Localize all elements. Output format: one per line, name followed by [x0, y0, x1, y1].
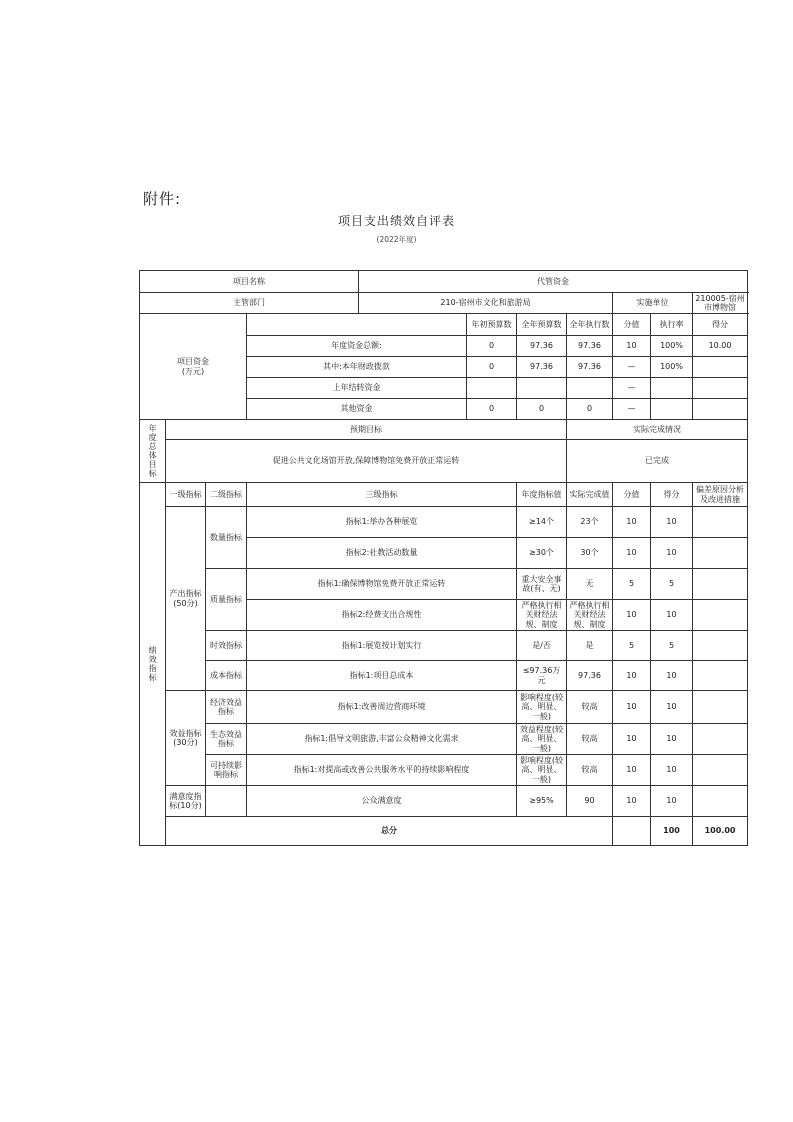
funds-row-label: 上年结转资金 — [247, 378, 467, 399]
report-year: (2022年度) — [376, 235, 417, 244]
header-exec-rate: 执行率 — [651, 314, 693, 336]
indicator-row — [140, 631, 748, 661]
indicator-score: 5 — [651, 569, 693, 600]
indicator-score: 10 — [651, 755, 693, 786]
indicator-score-weight: 10 — [613, 691, 651, 724]
reason-header: 偏差原因分析及改进措施 — [693, 483, 748, 507]
sustainable-indicator-label: 可持续影响指标 — [206, 755, 247, 786]
output-indicator-label: 产出指标 — [169, 589, 202, 599]
funds-header-row — [140, 314, 748, 336]
benefit-indicator-points: (30分) — [173, 738, 198, 747]
funds-score-weight: — — [613, 399, 651, 420]
indicator-score: 10 — [651, 786, 693, 817]
funds-executed: 97.36 — [567, 357, 613, 378]
indicator-target: 效益程度(较高、明显、一般) — [517, 724, 567, 755]
score-header: 得分 — [651, 483, 693, 507]
funds-exec-rate — [651, 378, 693, 399]
indicator-score: 10 — [651, 600, 693, 631]
indicator-actual: 严格执行相关财经法规、制度 — [567, 600, 613, 631]
indicator-name: 指标2:社教活动数量 — [247, 538, 517, 569]
performance-header-row — [140, 483, 748, 507]
benefit-indicator-cell — [166, 691, 206, 786]
timeliness-indicator-label: 时效指标 — [206, 631, 247, 661]
indicator-score-weight: 10 — [613, 724, 651, 755]
funds-score — [693, 399, 748, 420]
indicator-reason — [693, 691, 748, 724]
funds-initial: 0 — [467, 399, 517, 420]
indicator-target: ≥30个 — [517, 538, 567, 569]
total-actual-blank — [613, 817, 651, 846]
department-value: 210-宿州市文化和旅游局 — [359, 293, 613, 314]
indicator-name: 指标1:项目总成本 — [247, 661, 517, 691]
indicator-score-weight: 5 — [613, 569, 651, 600]
funds-score-weight: — — [613, 378, 651, 399]
attachment-label: 附件: — [143, 190, 182, 208]
funds-exec-rate: 100% — [651, 336, 693, 357]
level3-header: 三级指标 — [247, 483, 517, 507]
indicator-name: 指标1:举办各种展览 — [247, 507, 517, 538]
indicator-name: 指标1:对提高或改善公共服务水平的持续影响程度 — [247, 755, 517, 786]
total-score-weight: 100 — [651, 817, 693, 846]
indicator-row — [140, 569, 748, 600]
goals-row — [140, 440, 748, 483]
indicator-reason — [693, 786, 748, 817]
funds-exec-rate — [651, 399, 693, 420]
indicator-reason — [693, 755, 748, 786]
output-indicator-cell — [166, 507, 206, 691]
project-name-value: 代管资金 — [359, 271, 748, 293]
indicator-reason — [693, 600, 748, 631]
indicator-row — [140, 691, 748, 724]
indicator-target: ≤97.36万元 — [517, 661, 567, 691]
funds-exec-rate: 100% — [651, 357, 693, 378]
indicator-reason — [693, 661, 748, 691]
indicator-score-weight: 10 — [613, 507, 651, 538]
benefit-indicator-label: 效益指标 — [169, 728, 202, 738]
funds-score — [693, 357, 748, 378]
indicator-row — [140, 507, 748, 538]
funds-label-cell — [140, 314, 247, 420]
funds-row-label: 年度资金总额: — [247, 336, 467, 357]
indicator-score-weight: 10 — [613, 755, 651, 786]
indicator-target: 影响程度(较高、明显、一般) — [517, 755, 567, 786]
goals-label: 年度总体目标 — [140, 420, 166, 483]
indicator-score-weight: 10 — [613, 661, 651, 691]
indicator-reason — [693, 569, 748, 600]
performance-label: 绩效指标 — [140, 483, 166, 846]
header-initial: 年初预算数 — [467, 314, 517, 336]
funds-full-year: 0 — [517, 399, 567, 420]
total-label: 总分 — [166, 817, 613, 846]
target-header: 年度指标值 — [517, 483, 567, 507]
indicator-score: 10 — [651, 661, 693, 691]
project-name-label: 项目名称 — [140, 271, 359, 293]
actual-result-header: 实际完成情况 — [567, 420, 748, 440]
indicator-actual: 90 — [567, 786, 613, 817]
cost-indicator-label: 成本指标 — [206, 661, 247, 691]
indicator-reason — [693, 631, 748, 661]
funds-label: 项目资金 — [177, 357, 209, 367]
satisfaction-level2-blank — [206, 786, 247, 817]
actual-header: 实际完成值 — [567, 483, 613, 507]
indicator-actual: 是 — [567, 631, 613, 661]
indicator-name: 指标1:倡导文明旅游,丰富公众精神文化需求 — [247, 724, 517, 755]
funds-full-year: 97.36 — [517, 336, 567, 357]
funds-full-year — [517, 378, 567, 399]
indicator-row — [140, 755, 748, 786]
indicator-actual: 23个 — [567, 507, 613, 538]
indicator-actual: 较高 — [567, 691, 613, 724]
indicator-name: 公众满意度 — [247, 786, 517, 817]
indicator-actual: 较高 — [567, 724, 613, 755]
indicator-name: 指标1:改善周边营商环境 — [247, 691, 517, 724]
header-executed: 全年执行数 — [567, 314, 613, 336]
quality-indicator-label: 质量指标 — [206, 569, 247, 631]
quantity-indicator-label: 数量指标 — [206, 507, 247, 569]
economic-indicator-label: 经济效益指标 — [206, 691, 247, 724]
funds-initial: 0 — [467, 336, 517, 357]
indicator-target: 是/否 — [517, 631, 567, 661]
indicator-target: 影响程度(较高、明显、一般) — [517, 691, 567, 724]
indicator-score: 10 — [651, 538, 693, 569]
output-indicator-points: (50分) — [173, 598, 198, 608]
funds-initial — [467, 378, 517, 399]
level2-header: 二级指标 — [206, 483, 247, 507]
header-full-year: 全年预算数 — [517, 314, 567, 336]
satisfaction-indicator-label: 满意度指标(10分) — [166, 786, 206, 817]
indicator-score: 10 — [651, 691, 693, 724]
indicator-name: 指标2:经费支出合规性 — [247, 600, 517, 631]
indicator-target: ≥95% — [517, 786, 567, 817]
indicator-name: 指标1:展览按计划实行 — [247, 631, 517, 661]
funds-score-weight: — — [613, 357, 651, 378]
indicator-actual: 无 — [567, 569, 613, 600]
total-row — [140, 817, 748, 846]
funds-score — [693, 378, 748, 399]
header-score-weight: 分值 — [613, 314, 651, 336]
indicator-reason — [693, 724, 748, 755]
indicator-actual: 30个 — [567, 538, 613, 569]
funds-header-blank — [247, 314, 467, 336]
page-title: 项目支出绩效自评表 — [337, 214, 455, 228]
indicator-actual: 97.36 — [567, 661, 613, 691]
implementer-label: 实施单位 — [613, 293, 693, 314]
funds-executed: 0 — [567, 399, 613, 420]
funds-executed — [567, 378, 613, 399]
indicator-target: 重大安全事故(有、无) — [517, 569, 567, 600]
indicator-row — [140, 724, 748, 755]
indicator-actual: 较高 — [567, 755, 613, 786]
indicator-score: 10 — [651, 724, 693, 755]
indicator-score-weight: 10 — [613, 538, 651, 569]
evaluation-table — [139, 270, 748, 846]
indicator-score-weight: 10 — [613, 786, 651, 817]
indicator-reason — [693, 538, 748, 569]
indicator-score: 10 — [651, 507, 693, 538]
indicator-row — [140, 661, 748, 691]
actual-result: 已完成 — [567, 440, 748, 483]
ecological-indicator-label: 生态效益指标 — [206, 724, 247, 755]
department-row — [140, 293, 748, 314]
indicator-target: ≥14个 — [517, 507, 567, 538]
funds-full-year: 97.36 — [517, 357, 567, 378]
indicator-reason — [693, 507, 748, 538]
funds-score-weight: 10 — [613, 336, 651, 357]
funds-unit: (万元) — [181, 366, 205, 376]
indicator-target: 严格执行相关财经法规、制度 — [517, 600, 567, 631]
indicator-name: 指标1:确保博物馆免费开放正常运转 — [247, 569, 517, 600]
indicator-row — [140, 786, 748, 817]
header-score: 得分 — [693, 314, 748, 336]
project-name-row — [140, 271, 748, 293]
funds-row-label: 其他资金 — [247, 399, 467, 420]
funds-score: 10.00 — [693, 336, 748, 357]
funds-row-label: 其中:本年财政拨款 — [247, 357, 467, 378]
funds-executed: 97.36 — [567, 336, 613, 357]
goals-header-row — [140, 420, 748, 440]
indicator-score-weight: 10 — [613, 600, 651, 631]
implementer-value: 210005-宿州市博物馆 — [693, 293, 748, 314]
funds-initial: 0 — [467, 357, 517, 378]
score-weight-header: 分值 — [613, 483, 651, 507]
expected-goal-header: 预期目标 — [166, 420, 567, 440]
expected-goal: 促进公共文化场馆开放,保障博物馆免费开放正常运转 — [166, 440, 567, 483]
indicator-score: 5 — [651, 631, 693, 661]
indicator-score-weight: 5 — [613, 631, 651, 661]
total-score: 100.00 — [693, 817, 748, 846]
department-label: 主管部门 — [140, 293, 359, 314]
level1-header: 一级指标 — [166, 483, 206, 507]
